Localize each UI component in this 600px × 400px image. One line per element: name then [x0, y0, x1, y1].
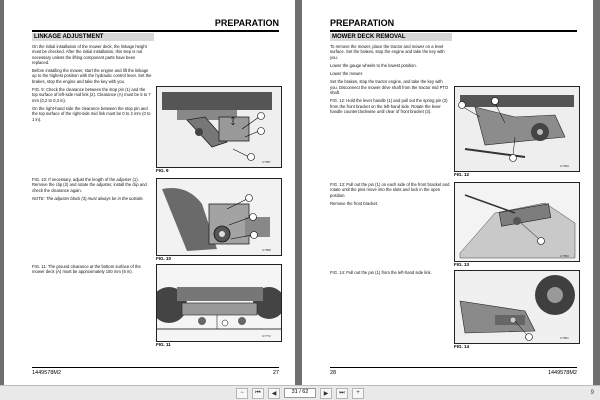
- figure-14-code: C7851: [560, 336, 569, 340]
- document-page-right: [302, 0, 593, 386]
- paragraph: FIG. 12: Hold the lever handle (1) and pull out the spring pin (2) from the front bracket on the left-hand side. Rotate the lever handle counterclockwise until clear of front bracket (3).: [330, 98, 448, 114]
- intro-text: [330, 44, 450, 117]
- footer-doc-number: 1449578M2: [32, 370, 62, 376]
- note-text: The adjuster block (3) must always be in the outside.: [45, 195, 144, 201]
- page-header: PREPARATION: [32, 18, 279, 32]
- figure-9-label: FIG. 9: [156, 168, 169, 173]
- paragraph: Remove the front bracket.: [330, 200, 379, 206]
- figure-12-image: [454, 86, 580, 172]
- figure-10-code: C7858: [262, 248, 271, 252]
- fig11-text: [32, 264, 152, 278]
- figure-12-code: C7849: [560, 164, 569, 168]
- paragraph: Lower the mower.: [330, 71, 364, 77]
- page-header: PREPARATION: [330, 18, 577, 32]
- fig10-text: [32, 177, 152, 204]
- fig14-text: [330, 270, 450, 278]
- section-title: MOWER DECK REMOVAL: [330, 33, 452, 41]
- figure-9-image: [156, 86, 282, 168]
- toolbar-right-info: 9: [590, 390, 594, 396]
- figure-13-code: C7850: [560, 254, 569, 258]
- page-footer: [32, 367, 279, 376]
- figure-11-drawing: [157, 265, 281, 341]
- figure-13-drawing: [455, 183, 579, 261]
- figure-9-code: C7857: [262, 160, 271, 164]
- paragraph: To remove the mower, place the tractor and mower on a level surface. Set the brakes, stop the engine and take the key with you.: [330, 44, 445, 60]
- figure-14-image: [454, 270, 580, 344]
- footer-page-number: 27: [272, 370, 279, 376]
- figure-14-label: FIG. 14: [454, 344, 470, 349]
- paragraph: Set the brakes, stop the tractor engine, and take the key with you. Disconnect the mower drive shaft from the tractor mid PTO shaft.: [330, 79, 449, 96]
- figure-13-label: FIG. 13: [454, 262, 470, 267]
- page-number-input[interactable]: [284, 388, 316, 398]
- paragraph: FIG. 9: Check the clearance between the stop pin (1) and the top surface of left-side mid link (2). Clearance (A) must be 5 to 7 mm (0,2 to 0,3 in).: [32, 87, 151, 103]
- figure-12-label: FIG. 12: [454, 172, 470, 177]
- paragraph: FIG. 13: Pull out the pin (1) on each side of the front bracket and rotate until the pins move into the slots and lock in the open position.: [330, 182, 450, 198]
- intro-text: [32, 44, 152, 125]
- paragraph: On the right-hand side the clearance between the stop pin and the top surface of the right-side mid link must be 0 to 2 mm (0 to 1 in).: [32, 105, 151, 122]
- note-label: NOTE:: [32, 195, 45, 201]
- current-page: 31: [291, 389, 298, 395]
- figure-14-drawing: [455, 271, 579, 343]
- figure-13-image: [454, 182, 580, 262]
- paragraph: FIG. 14: Pull out the pin (1) from the left-hand side link.: [330, 270, 432, 275]
- figure-11-label: FIG. 11: [156, 342, 171, 347]
- paragraph: On the initial installation of the mower deck, the linkage height must be checked. After the initial installation, this step is not necessary unless the lifting component parts have been replaced.: [32, 44, 147, 65]
- figure-11-code: C7772: [262, 334, 271, 338]
- footer-page-number: 28: [330, 370, 337, 376]
- page-footer: [330, 367, 577, 376]
- first-page-icon[interactable]: ⏮: [252, 388, 264, 399]
- note: [32, 196, 152, 201]
- figure-11-image: [156, 264, 282, 342]
- document-page-left: [4, 0, 295, 386]
- fig13-text: [330, 182, 450, 209]
- zoom-out-icon[interactable]: −: [236, 388, 248, 399]
- paragraph: Before installing the mower, start the engine and lift the linkage up to the highest position with the hydraulic control lever. Set the brakes, stop the engine and take the key with you.: [32, 68, 152, 84]
- figure-9-drawing: [157, 87, 281, 167]
- section-title: LINKAGE ADJUSTMENT: [32, 33, 154, 41]
- figure-10-label: FIG. 10: [156, 256, 172, 261]
- last-page-icon[interactable]: ⏭: [336, 388, 348, 399]
- footer-doc-number: 1449578M2: [547, 370, 577, 376]
- zoom-in-icon[interactable]: +: [352, 388, 364, 399]
- next-page-icon[interactable]: ▶: [320, 388, 332, 399]
- page-total: / 62: [299, 389, 309, 395]
- pdf-viewer-toolbar: [0, 385, 600, 400]
- figure-10-drawing: [157, 179, 281, 255]
- paragraph: FIG. 11: The ground clearance at the bottom surface of the mower deck (A) must be approximately 150 mm (6 in).: [32, 264, 141, 275]
- paragraph: FIG. 10: If necessary, adjust the length of the adjuster (1). Remove the clip (2) and rotate the adjuster, install the clip and check the clearance again.: [32, 177, 147, 193]
- paragraph: Lower the gauge wheels to the lowest position.: [330, 62, 417, 68]
- figure-12-drawing: [455, 87, 579, 171]
- previous-page-icon[interactable]: ◀: [268, 388, 280, 399]
- figure-10-image: [156, 178, 282, 256]
